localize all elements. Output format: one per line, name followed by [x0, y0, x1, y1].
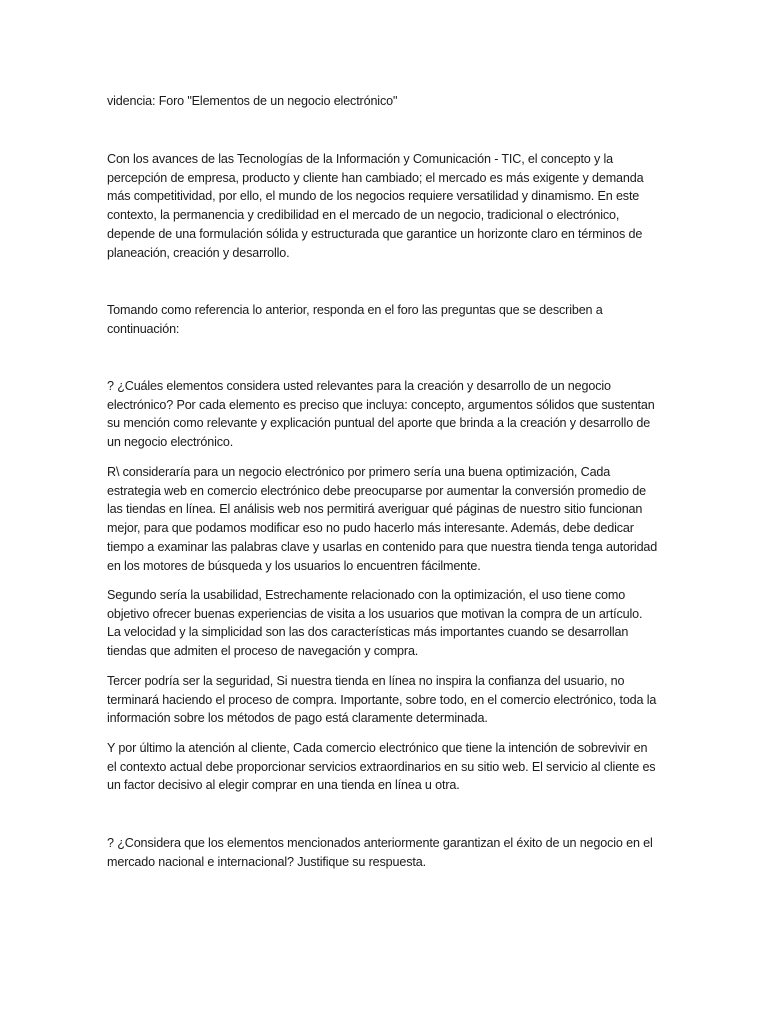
intro-paragraph: Con los avances de las Tecnologías de la Información y Comunicación - TIC, el concepto y la percepción de empresa, producto y cliente han cambiado; el mercado es más exigente y demanda más competitividad, por ello, el mundo de los negocios requiere versatilidad y dinamismo. En este contexto, la permanencia y credibilidad en el mercado de un negocio, tradicional o electrónico, depende de una formulación sólida y estructurada que garantice un horizonte claro en términos de planeación, creación y desarrollo.	[107, 152, 644, 260]
question-1: ? ¿Cuáles elementos considera usted relevantes para la creación y desarrollo de un negocio electrónico? Por cada elemento es preciso que incluya: concepto, argumentos sólidos que sustentan su mención como relevante y explicación puntual del aporte que brinda a la creación y desarrollo de un negocio electrónico.	[107, 379, 655, 450]
answer-paragraph-usability: Segundo sería la usabilidad, Estrechamente relacionado con la optimización, el uso tiene como objetivo ofrecer buenas experiencias de visita a los usuarios que motivan la compra de un artículo. La velocidad y la simplicidad son las dos características más importantes cuando se desarrollan tiendas que admiten el proceso de navegación y compra.	[107, 588, 643, 659]
answer-paragraph-security: Tercer podría ser la seguridad, Si nuestra tienda en línea no inspira la confianza del usuario, no terminará haciendo el proceso de compra. Importante, sobre todo, en el comercio electrónico, toda la información sobre los métodos de pago está claramente determinada.	[107, 674, 657, 726]
question-2: ? ¿Considera que los elementos mencionados anteriormente garantizan el éxito de un negocio en el mercado nacional e internacional? Justifique su respuesta.	[107, 836, 653, 869]
document-title: videncia: Foro "Elementos de un negocio electrónico"	[107, 94, 398, 108]
answer-paragraph-customer-service: Y por último la atención al cliente, Cada comercio electrónico que tiene la intención de sobrevivir en el contexto actual debe proporcionar servicios extraordinarios en su sitio web. El servicio al cliente es un factor decisivo al elegir comprar en una tienda en línea u otra.	[107, 741, 656, 793]
instruction-paragraph: Tomando como referencia lo anterior, responda en el foro las preguntas que se describen a continuación:	[107, 303, 603, 336]
answer-paragraph-optimization: R\ consideraría para un negocio electrónico por primero sería una buena optimización, Cada estrategia web en comercio electrónico debe preocuparse por aumentar la conversión promedio de las tiendas en línea. El análisis web nos permitirá averiguar qué páginas de nuestro sitio funcionan mejor, para que podamos modificar eso no pudo hacerlo más interesante. Además, debe dedicar tiempo a examinar las palabras clave y usarlas en contenido para que nuestra tienda tenga autoridad en los motores de búsqueda y los usuarios lo encuentren fácilmente.	[107, 465, 658, 573]
